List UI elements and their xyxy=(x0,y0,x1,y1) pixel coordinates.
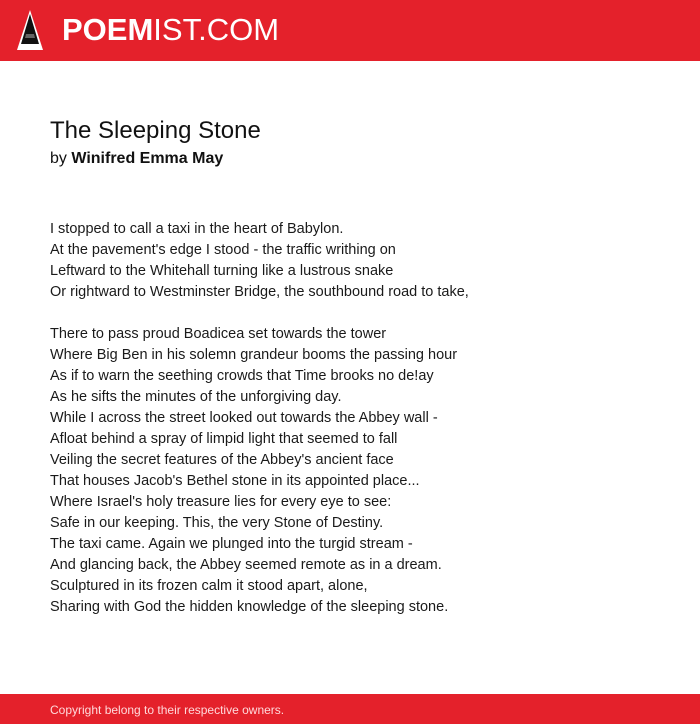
logo-text-light: IST.COM xyxy=(153,12,280,47)
poem-line: Afloat behind a spray of limpid light that seemed to fall xyxy=(50,431,398,447)
poem-line: Or rightward to Westminster Bridge, the southbound road to take, xyxy=(50,284,469,300)
poem-line: Where Big Ben in his solemn grandeur booms the passing hour xyxy=(50,347,458,363)
logo-text-bold: POEM xyxy=(62,12,154,47)
poem-body xyxy=(50,219,670,639)
poem-line: Safe in our keeping. This, the very Stone of Destiny. xyxy=(50,515,384,531)
poem-byline xyxy=(50,149,223,169)
poem-stanza xyxy=(50,324,670,618)
poem-line: Sharing with God the hidden knowledge of the sleeping stone. xyxy=(50,599,449,615)
poem-line: Veiling the secret features of the Abbey's ancient face xyxy=(50,452,394,468)
poem-line: As he sifts the minutes of the unforgiving day. xyxy=(50,389,342,405)
poem-line: Sculptured in its frozen calm it stood apart, alone, xyxy=(50,578,368,594)
poem-line: Where Israel's holy treasure lies for every eye to see: xyxy=(50,494,392,510)
pencil-icon[interactable] xyxy=(17,10,43,50)
poem-line: There to pass proud Boadicea set towards the tower xyxy=(50,326,387,342)
by-label: by xyxy=(50,150,67,167)
poem-author: Winifred Emma May xyxy=(71,150,224,167)
poem-line: As if to warn the seething crowds that Time brooks no de!ay xyxy=(50,368,434,384)
site-header xyxy=(0,0,700,61)
poem-title: The Sleeping Stone xyxy=(50,117,261,144)
poem-line: And glancing back, the Abbey seemed remote as in a dream. xyxy=(50,557,442,573)
poem-line: That houses Jacob's Bethel stone in its appointed place... xyxy=(50,473,420,489)
site-footer xyxy=(0,694,700,724)
poem-line: While I across the street looked out towards the Abbey wall - xyxy=(50,410,438,426)
site-logo[interactable] xyxy=(62,12,279,48)
poem-stanza xyxy=(50,219,670,303)
copyright-text: Copyright belong to their respective owners. xyxy=(50,703,285,717)
poem-line: The taxi came. Again we plunged into the turgid stream - xyxy=(50,536,413,552)
poem-line: At the pavement's edge I stood - the traffic writhing on xyxy=(50,242,396,258)
poem-line: Leftward to the Whitehall turning like a lustrous snake xyxy=(50,263,394,279)
poem-line: I stopped to call a taxi in the heart of Babylon. xyxy=(50,221,344,237)
